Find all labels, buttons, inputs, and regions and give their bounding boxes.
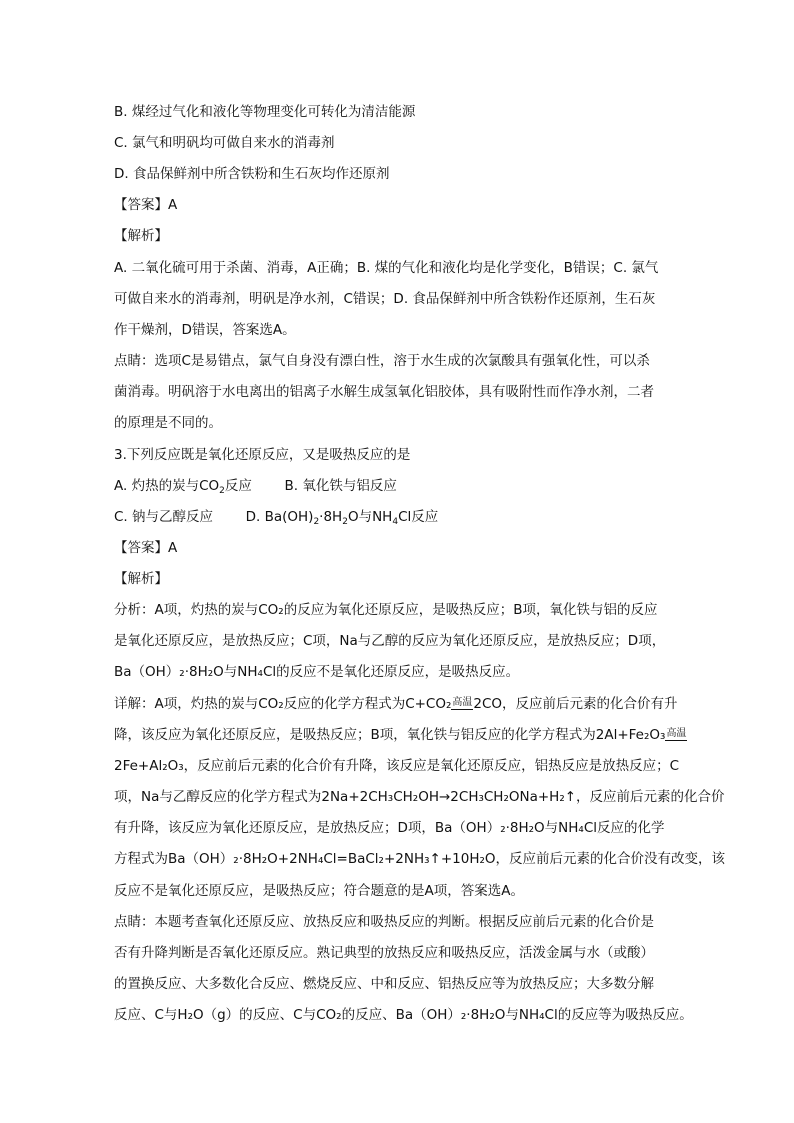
- answer-tag: 【答案】: [114, 197, 168, 213]
- q2-comment-line: 的原理是不同的。: [114, 415, 222, 431]
- q3-option-c: C. 钠与乙醇反应: [114, 509, 214, 525]
- q2-analysis-line: 作干燥剂，D错误，答案选A。: [114, 322, 296, 338]
- q3-option-a: A. 灼热的炭与$CO_2$反应: [114, 478, 252, 496]
- q3-xiangjie-line: 降，该反应为氧化还原反应，是吸热反应；B项，氧化铁与铝反应的化学方程式为2Al+Fe₂O₃高温: [114, 727, 687, 743]
- q3-xiangjie-line: 项，Na与乙醇反应的化学方程式为2Na+2CH₃CH₂OH→2CH₃CH₂ONa+H₂↑，反应前后元素的化合价: [114, 789, 725, 805]
- q3-comment-line: 反应、C与H₂O（g）的反应、C与CO₂的反应、Ba（OH）₂·8H₂O与NH₄Cl的反应等为吸热反应。: [114, 1007, 693, 1023]
- q2-analysis-line: 可做自来水的消毒剂，明矾是净水剂，C错误；D. 食品保鲜剂中所含铁粉作还原剂，生石灰: [114, 291, 656, 307]
- q3-options-ab: [114, 477, 684, 495]
- q3-fenxi-line: 是氧化还原反应，是放热反应；C项，Na与乙醇的反应为氧化还原反应，是放热反应；D项，: [114, 633, 666, 649]
- q3-comment-line: 的置换反应、大多数化合反应、燃烧反应、中和反应、铝热反应等为放热反应；大多数分解: [114, 976, 654, 992]
- q2-analysis-tag: 【解析】: [114, 228, 168, 244]
- q3-xiangjie-line: 反应不是氧化还原反应，是吸热反应；符合题意的是A项，答案选A。: [114, 883, 524, 899]
- q2-analysis-line: A. 二氧化硫可用于杀菌、消毒，A正确；B. 煤的气化和液化均是化学变化，B错误；C. 氯气: [114, 260, 659, 276]
- q2-option-b: B. 煤经过气化和液化等物理变化可转化为清洁能源: [114, 104, 416, 120]
- q2-option-c: C. 氯气和明矾均可做自来水的消毒剂: [114, 135, 335, 151]
- q3-options-cd: [114, 508, 684, 526]
- answer-tag: 【答案】: [114, 540, 168, 556]
- q3-comment-line: 点睛：本题考查氧化还原反应、放热反应和吸热反应的判断。根据反应前后元素的化合价是: [114, 914, 654, 930]
- answer-value: A: [168, 540, 178, 556]
- answer-value: A: [168, 197, 178, 213]
- q3-xiangjie-line: 2Fe+Al₂O₃，反应前后元素的化合价有升降，该反应是氧化还原反应，铝热反应是放热反应；C: [114, 758, 680, 774]
- q2-comment-line: 菌消毒。明矾溶于水电离出的铝离子水解生成氢氧化铝胶体，具有吸附性而作净水剂，二者: [114, 384, 654, 400]
- q3-analysis-tag: 【解析】: [114, 571, 168, 587]
- q3-xiangjie-line: 方程式为Ba（OH）₂·8H₂O+2NH₄Cl=BaCl₂+2NH₃↑+10H₂O，反应前后元素的化合价没有改变，该: [114, 851, 726, 867]
- q3-option-b: B. 氧化铁与铝反应: [284, 478, 397, 494]
- q2-option-d: D. 食品保鲜剂中所含铁粉和生石灰均作还原剂: [114, 166, 390, 182]
- reaction-condition: 高温: [666, 728, 687, 739]
- q3-option-d: D. $Ba(OH)_2\cdot 8H_2O$与$NH_4Cl$反应: [245, 509, 439, 527]
- q2-answer: [114, 196, 684, 214]
- q3-stem: 3.下列反应既是氧化还原反应，又是吸热反应的是: [114, 447, 411, 463]
- q2-comment-line: 点睛：选项C是易错点，氯气自身没有漂白性，溶于水生成的次氯酸具有强氧化性，可以杀: [114, 353, 650, 369]
- q3-answer: [114, 539, 684, 557]
- reaction-condition: 高温: [452, 697, 473, 708]
- q3-xiangjie-line: 详解：A项，灼热的炭与CO₂反应的化学方程式为C+CO₂高温2CO，反应前后元素的化合价有升: [114, 696, 678, 712]
- q3-xiangjie-line: 有升降，该反应为氧化还原反应，是放热反应；D项，Ba（OH）₂·8H₂O与NH₄Cl反应的化学: [114, 820, 665, 836]
- q3-fenxi-line: Ba（OH）₂·8H₂O与NH₄Cl的反应不是氧化还原反应，是吸热反应。: [114, 664, 520, 680]
- q3-comment-line: 否有升降判断是否氧化还原反应。熟记典型的放热反应和吸热反应，活泼金属与水（或酸）: [114, 945, 654, 961]
- q3-fenxi-line: 分析：A项，灼热的炭与CO₂的反应为氧化还原反应，是吸热反应；B项，氧化铁与铝的反应: [114, 602, 658, 618]
